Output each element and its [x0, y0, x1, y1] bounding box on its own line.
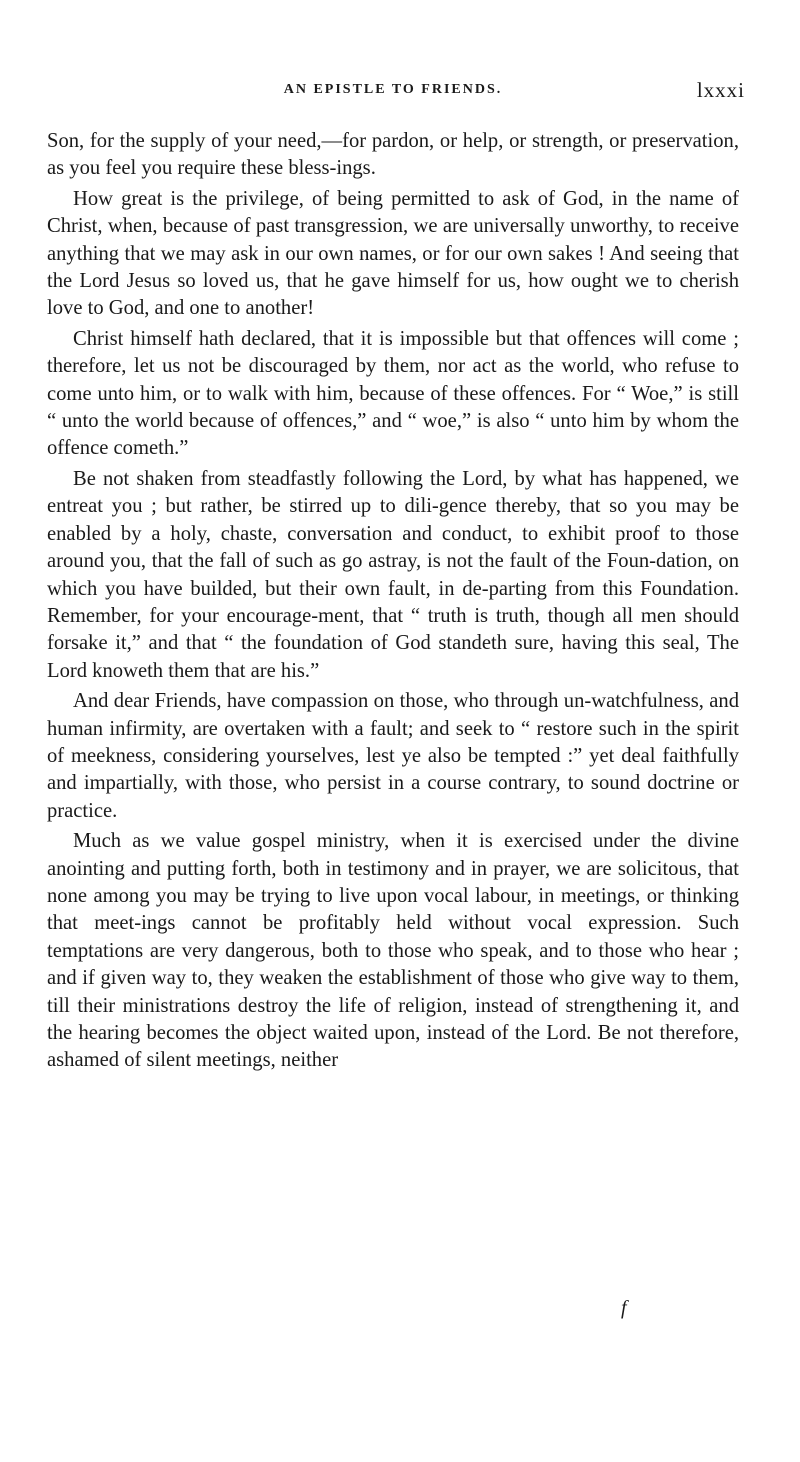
paragraph-4: Be not shaken from steadfastly following the Lord, by what has happened, we entreat you ; but rather, be stirred up to dili-gence thereby, that so you may be enabled by a holy, chaste, conversation and conduct, to exhibit proof to those around you, that the fall of such as go astray, is not the fault of the Foun-dation, on which you have builded, but their own fault, in de-parting from this Foundation. Remember, for your encourage-ment, that “ truth is truth, though all men should forsake it,” and that “ the foundation of God standeth sure, having this seal, The Lord knoweth them that are his.” [47, 467, 739, 682]
signature-mark: f [621, 1297, 627, 1319]
running-title: AN EPISTLE TO FRIENDS. [283, 82, 503, 97]
paragraph-1: Son, for the supply of your need,—for pardon, or help, or strength, or preservation, as you feel you require these bless-ings. [47, 130, 739, 180]
page-number: lxxxi [696, 78, 745, 102]
paragraph-5: And dear Friends, have compassion on those, who through un-watchfulness, and human infirmity, are overtaken with a fault; and seek to “ restore such in the spirit of meekness, considering yourselves, lest ye also be tempted :” yet deal faithfully and impartially, with those, who persist in a course contrary, to sound doctrine or practice. [47, 690, 739, 822]
paragraph-3: Christ himself hath declared, that it is impossible but that offences will come ; therefore, let us not be discouraged by them, nor act as the world, who refuse to come unto him, or to walk with him, because of these offences. For “ Woe,” is still “ unto the world because of offences,” and “ woe,” is also “ unto him by whom the offence cometh.” [47, 327, 739, 460]
running-head [47, 78, 745, 112]
body-text [47, 128, 739, 1075]
book-page [47, 78, 745, 1078]
paragraph-6: Much as we value gospel ministry, when it is exercised under the divine anointing and putting forth, both in testimony and in prayer, we are solicitous, that none among you may be trying to live upon vocal labour, in meetings, or thinking that meet-ings cannot be profitably held without vocal expression. Such temptations are very dangerous, both to those who speak, and to those who hear ; and if given way to, they weaken the establishment of those who give way to them, till their ministrations destroy the life of religion, instead of strengthening it, and the hearing becomes the object waited upon, instead of the Lord. Be not therefore, ashamed of silent meetings, neither [47, 830, 739, 1072]
paragraph-2: How great is the privilege, of being permitted to ask of God, in the name of Christ, when, because of past transgression, we are universally unworthy, to receive anything that we may ask in our own names, or for our own sakes ! And seeing that the Lord Jesus so loved us, that he gave himself for us, how ought we to cherish love to God, and one to another! [47, 187, 739, 320]
